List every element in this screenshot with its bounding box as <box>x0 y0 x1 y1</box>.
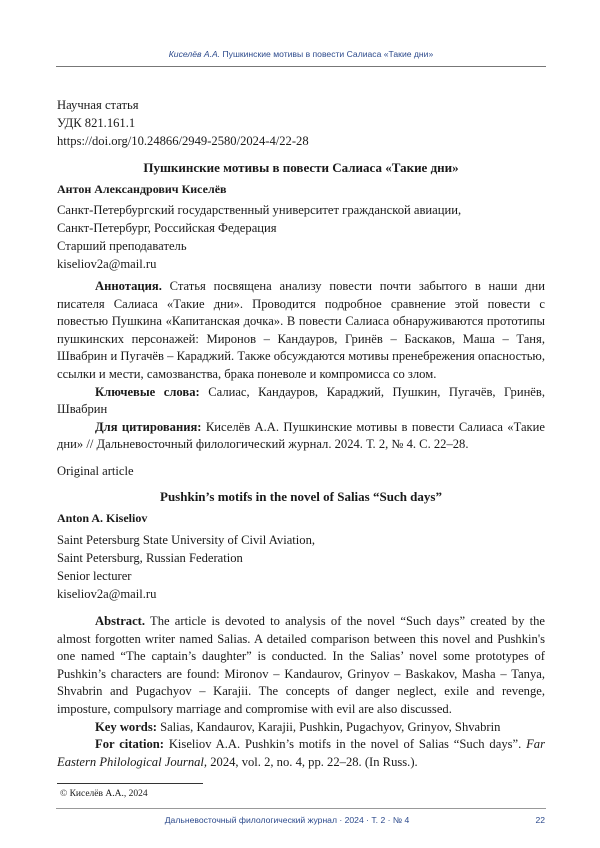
en-title: Pushkin’s motifs in the novel of Salias “Such days” <box>57 488 545 506</box>
en-citation-journal: Far Eastern Philological Journal, <box>57 737 545 769</box>
en-article-type: Original article <box>57 462 545 480</box>
affiliation-line: Санкт-Петербург, Российская Федерация <box>57 219 545 237</box>
footer-rule <box>56 808 546 809</box>
en-affiliation <box>57 531 545 603</box>
position: Старший преподаватель <box>57 237 545 255</box>
en-abstract-text: The article is devoted to analysis of the novel “Such days” created by the almost forgotten writer named Salias. A detailed comparison between this novel and Pushkin's one named “The captain’s daughter” is conducted. In the Salias’ novel some prototypes of Pushkin’s characters are found: Mironov – Kandaurov, Grinyov – Baskakov, Masha – Tanya, Shvabrin and Pugachyov – Karajii. The concepts of danger neglect, exile and revenge, imposture, compulsory marriage and com­promise with evil are also discussed. <box>57 614 545 716</box>
en-abstract <box>57 613 545 719</box>
en-author: Anton A. Kiseliov <box>57 509 545 527</box>
en-keywords-label: Key words: <box>95 720 157 734</box>
en-citation-text: Kiseliov A.A. Pushkin’s motifs in the novel of Salias “Such days”. <box>169 737 521 751</box>
header-rule <box>56 66 546 67</box>
ru-citation-label: Для цитирования: <box>95 420 201 434</box>
en-citation <box>57 736 545 771</box>
affiliation-line: Saint Petersburg, Russian Federation <box>57 549 545 567</box>
ru-abstract-label: Аннотация. <box>95 279 162 293</box>
running-header <box>57 49 545 59</box>
en-keywords-text: Salias, Kandaurov, Karajii, Pushkin, Pugachyov, Grinyov, Shvabrin <box>160 720 500 734</box>
affiliation-line: Санкт-Петербургский государственный университет гражданской авиации, <box>57 201 545 219</box>
ru-abstract-block <box>57 278 545 454</box>
position: Senior lecturer <box>57 567 545 585</box>
page-number: 22 <box>535 815 545 825</box>
doi-link[interactable]: https://doi.org/10.24866/2949-2580/2024-4/22-28 <box>57 132 545 150</box>
email-link[interactable]: kiseliov2a@mail.ru <box>57 255 545 273</box>
ru-abstract-text: Статья посвящена анализу повести почти забытого в наши дни писателя Салиаса «Такие дни». Проводится подробное сравнение этой повести с повестью Пушкина «Капитанская дочка». В повести Салиаса обнаруживаются прототипы пушкинских персона­жей: Миронов – Кандауров, Гринёв – Баскаков, Маша – Таня, Швабрин и Пугачёв – Караджий. Также обсуждаются мотивы пренебрежения опасностью, ссылки и мести, самозванства, брака поневоле и компромисса со злом. <box>57 279 545 381</box>
header-title: Пушкинские мотивы в повести Салиаса «Такие дни» <box>223 49 434 59</box>
ru-keywords-text: Салиас, Кандауров, Караджий, Пушкин, Пугачёв, Гринёв, Швабрин <box>57 385 545 417</box>
ru-author: Антон Александрович Киселёв <box>57 180 545 198</box>
footnote-rule <box>57 783 203 784</box>
ru-abstract <box>57 278 545 384</box>
footnote <box>57 777 545 800</box>
en-abstract-label: Abstract. <box>95 614 145 628</box>
affiliation-line: Saint Petersburg State University of Civil Aviation, <box>57 531 545 549</box>
ru-keywords-label: Ключевые слова: <box>95 385 200 399</box>
ru-affiliation <box>57 201 545 273</box>
udc: УДК 821.161.1 <box>57 114 545 132</box>
ru-citation-text: Киселёв А.А. Пушкинские мотивы в повести Салиаса «Такие дни» // Дальневосточный филологический журнал. 2024. Т. 2, № 4. С. 22–28. <box>57 420 545 452</box>
ru-meta <box>57 96 545 150</box>
en-abstract-block <box>57 613 545 771</box>
footer-journal: Дальневосточный филологический журнал · 2024 · Т. 2 · № 4 <box>57 815 517 825</box>
ru-citation <box>57 419 545 454</box>
email-link[interactable]: kiseliov2a@mail.ru <box>57 585 545 603</box>
ru-title: Пушкинские мотивы в повести Салиаса «Такие дни» <box>57 159 545 177</box>
header-author: Киселёв А.А. <box>169 49 220 59</box>
footer <box>57 815 545 827</box>
en-citation-label: For citation: <box>95 737 164 751</box>
copyright: © Киселёв А.А., 2024 <box>60 788 545 800</box>
en-citation-details: 2024, vol. 2, no. 4, pp. 22–28. (In Russ.). <box>210 755 417 769</box>
page-body <box>57 96 545 800</box>
article-type: Научная статья <box>57 96 545 114</box>
en-keywords <box>57 719 545 737</box>
ru-keywords <box>57 384 545 419</box>
